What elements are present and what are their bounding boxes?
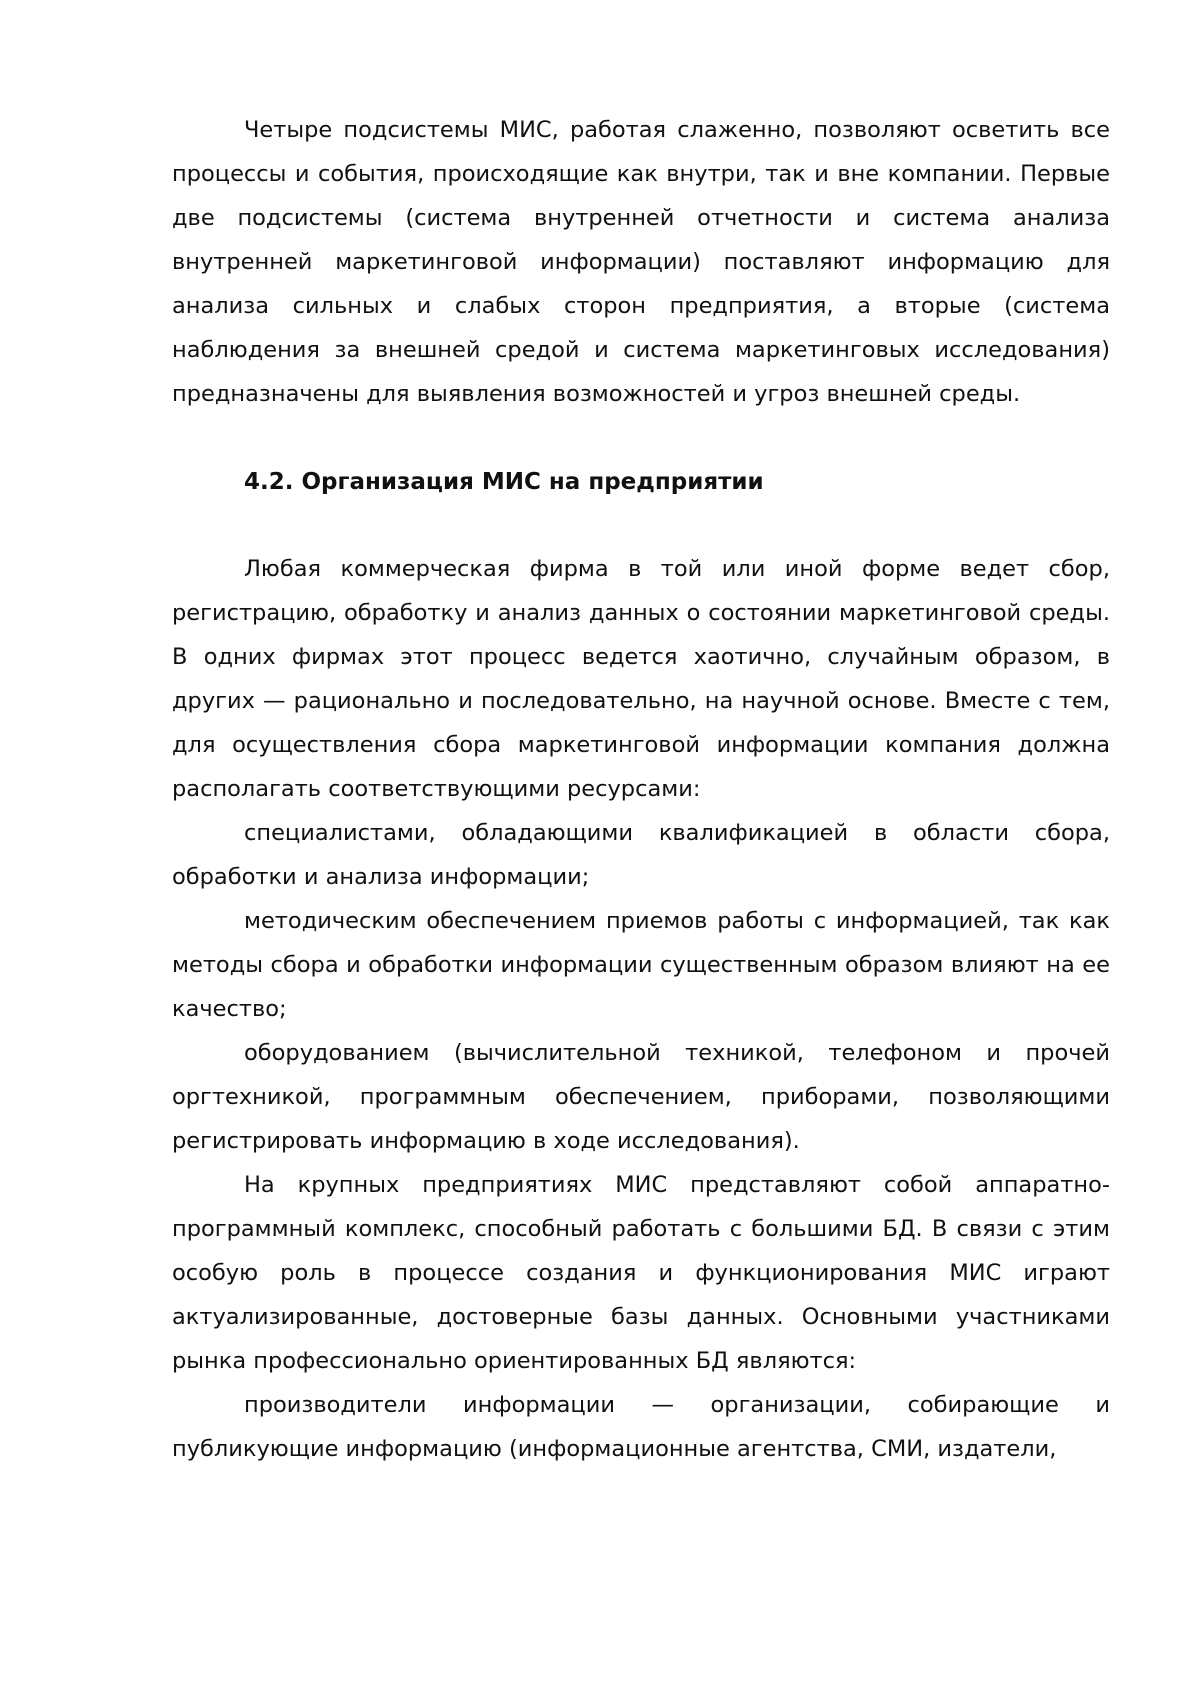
list-item-methodology: методическим обеспечением приемов работы с информацией, так как методы сбора и обработки информации существенным образом влияют на ее качество; — [172, 908, 1110, 1022]
section-heading: 4.2. Организация МИС на предприятии — [244, 469, 764, 495]
paragraph-large-enterprises: На крупных предприятиях МИС представляют собой аппаратно-программный комплекс, способный работать с большими БД. В связи с этим особую роль в процессе создания и функционирования МИС играют актуализированные, достоверные базы данных. Основными участниками рынка профессионально ориентированных БД являются: — [172, 1172, 1110, 1374]
spacer — [172, 416, 1110, 460]
paragraph-mis-subsystems: Четыре подсистемы МИС, работая слаженно, позволяют осветить все процессы и события, происходящие как внутри, так и вне компании. Первые две подсистемы (система внутренней отчетности и система анализа внутренней маркетинговой информации) поставляют информацию для анализа сильных и слабых сторон предприятия, а вторые (система наблюдения за внешней средой и система маркетинговых исследования) предназначены для выявления возможностей и угроз внешней среды. — [172, 117, 1110, 407]
list-item-specialists: специалистами, обладающими квалификацией в области сбора, обработки и анализа информации; — [172, 820, 1110, 890]
spacer — [172, 504, 1110, 547]
list-item-information-producers: производители информации — организации, собирающие и публикующие информацию (информационные агентства, СМИ, издатели, — [172, 1392, 1110, 1462]
document-page — [172, 108, 1110, 1471]
paragraph-data-collection: Любая коммерческая фирма в той или иной форме ведет сбор, регистрацию, обработку и анализ данных о состоянии маркетинговой среды. В одних фирмах этот процесс ведется хаотично, случайным образом, в других — рационально и последовательно, на научной основе. Вместе с тем, для осуществления сбора маркетинговой информации компания должна располагать соответствующими ресурсами: — [172, 556, 1110, 802]
list-item-equipment: оборудованием (вычислительной техникой, телефоном и прочей оргтехникой, программным обеспечением, приборами, позволяющими регистрировать информацию в ходе исследования). — [172, 1040, 1110, 1154]
